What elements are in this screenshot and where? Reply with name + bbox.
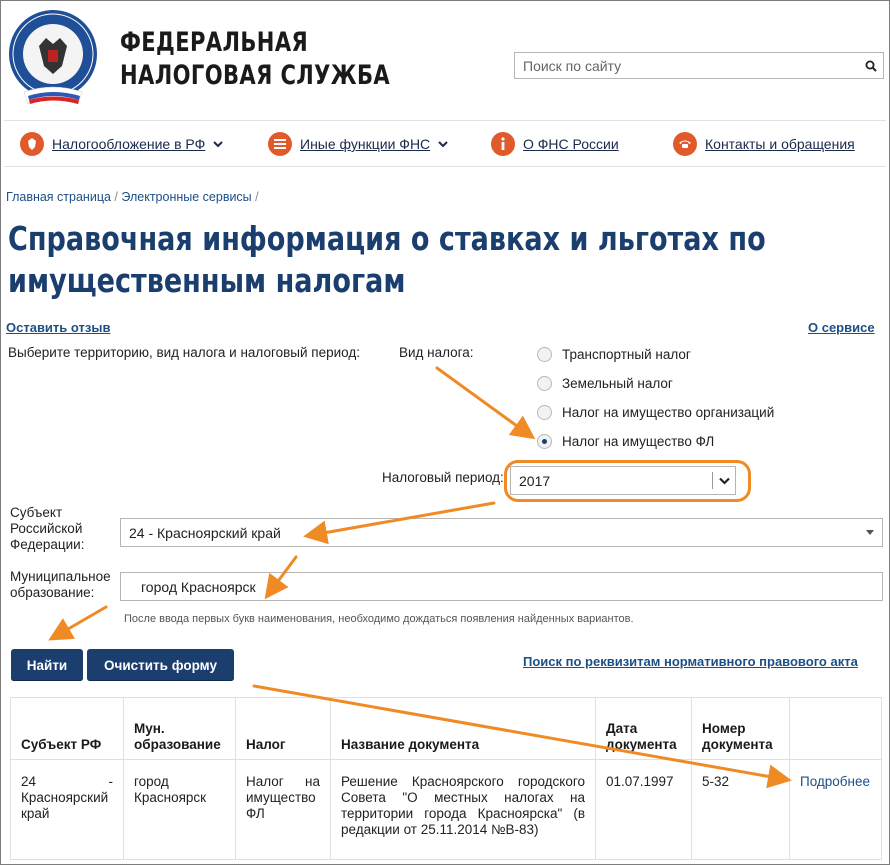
details-link[interactable]: Подробнее	[800, 774, 871, 789]
radio-transport-tax[interactable]	[537, 347, 691, 362]
column-header: Номер документа	[692, 698, 790, 760]
municipality-field	[120, 572, 883, 601]
period-label: Налоговый период:	[382, 470, 504, 485]
breadcrumb-separator: /	[255, 190, 259, 204]
table-header-row	[11, 698, 882, 760]
org-name-line1: ФЕДЕРАЛЬНАЯ	[120, 27, 309, 58]
region-select[interactable]	[120, 518, 883, 547]
org-name-line2: НАЛОГОВАЯ СЛУЖБА	[120, 60, 391, 91]
cell-doc-date: 01.07.1997	[596, 760, 692, 860]
column-header: Субъект РФ	[11, 698, 124, 760]
radio-label: Налог на имущество ФЛ	[562, 434, 715, 449]
arrow-to-tax-type	[437, 368, 528, 434]
cell-doc-name: Решение Красноярского городского Совета "О местных налогах на территории города Красноярска" (в редакции от 25.11.2014 №В-83)	[331, 760, 596, 860]
municipality-input[interactable]	[121, 578, 861, 596]
radio-land-tax[interactable]	[537, 376, 673, 391]
municipality-label: Муниципальное образование:	[10, 569, 111, 600]
breadcrumb-services[interactable]: Электронные сервисы	[121, 190, 252, 204]
cell-details	[790, 760, 882, 860]
table-row	[11, 760, 882, 860]
radio-button[interactable]	[537, 376, 552, 391]
column-header: Налог	[236, 698, 331, 760]
search-icon[interactable]	[865, 59, 877, 77]
nav-divider-bottom	[4, 166, 886, 167]
search-input[interactable]	[515, 53, 845, 78]
chevron-down-icon	[438, 135, 448, 153]
nav-item-label: Налогообложение в РФ	[52, 136, 206, 152]
nav-item-label: О ФНС России	[523, 136, 619, 152]
results-table	[10, 697, 882, 860]
site-search	[514, 52, 884, 79]
breadcrumb	[6, 190, 259, 204]
period-highlight-outline	[504, 460, 751, 502]
region-value: 24 - Красноярский край	[129, 524, 281, 541]
feedback-link[interactable]: Оставить отзыв	[6, 320, 111, 335]
find-button[interactable]: Найти	[11, 649, 83, 681]
radio-label: Земельный налог	[562, 376, 673, 391]
org-name[interactable]	[120, 26, 390, 92]
menu-list-icon	[268, 132, 292, 156]
municipality-hint: После ввода первых букв наименования, необходимо дождаться появления найденных вариантов.	[124, 613, 634, 625]
radio-button[interactable]	[537, 347, 552, 362]
caret-down-icon	[866, 530, 874, 535]
radio-org-property-tax[interactable]	[537, 405, 774, 420]
phone-icon	[673, 132, 697, 156]
info-icon	[491, 132, 515, 156]
chevron-down-icon	[213, 135, 223, 153]
arrow-to-find-button	[56, 607, 106, 636]
fns-logo[interactable]	[4, 8, 102, 106]
breadcrumb-separator: /	[114, 190, 118, 204]
page-title-line2: имущественным налогам	[8, 261, 406, 300]
clear-form-button[interactable]: Очистить форму	[87, 649, 234, 681]
nav-item-taxation[interactable]	[20, 131, 223, 157]
radio-button[interactable]	[537, 405, 552, 420]
emblem-icon	[20, 132, 44, 156]
nav-item-label: Контакты и обращения	[705, 136, 855, 152]
radio-label: Транспортный налог	[562, 347, 691, 362]
nav-item-contacts[interactable]	[673, 131, 855, 157]
radio-personal-property-tax[interactable]	[537, 434, 714, 449]
about-service-link[interactable]: О сервисе	[808, 320, 875, 335]
select-prompt: Выберите территорию, вид налога и налоговый период:	[8, 345, 360, 360]
column-header: Мун. образование	[124, 698, 236, 760]
tax-type-label: Вид налога:	[399, 345, 474, 360]
cell-municipality: город Красноярск	[124, 760, 236, 860]
search-by-act-link[interactable]: Поиск по реквизитам нормативного правового акта	[523, 654, 858, 669]
nav-divider-top	[4, 120, 886, 121]
column-header: Название документа	[331, 698, 596, 760]
region-label: Субъект Российской Федерации:	[10, 505, 85, 552]
tax-period-value: 2017	[519, 472, 551, 489]
page-title-line1: Справочная информация о ставках и льготах по	[8, 219, 766, 258]
column-header	[790, 698, 882, 760]
column-header: Дата документа	[596, 698, 692, 760]
nav-item-other-functions[interactable]	[268, 131, 448, 157]
radio-label: Налог на имущество организаций	[562, 405, 775, 420]
page-title	[8, 218, 828, 302]
cell-region: 24 - Красноярский край	[11, 760, 124, 860]
nav-item-about[interactable]	[491, 131, 619, 157]
cell-tax: Налог на имущество ФЛ	[236, 760, 331, 860]
breadcrumb-home[interactable]: Главная страница	[6, 190, 111, 204]
radio-button-selected[interactable]	[537, 434, 552, 449]
nav-item-label: Иные функции ФНС	[300, 136, 431, 152]
cell-doc-number: 5-32	[692, 760, 790, 860]
